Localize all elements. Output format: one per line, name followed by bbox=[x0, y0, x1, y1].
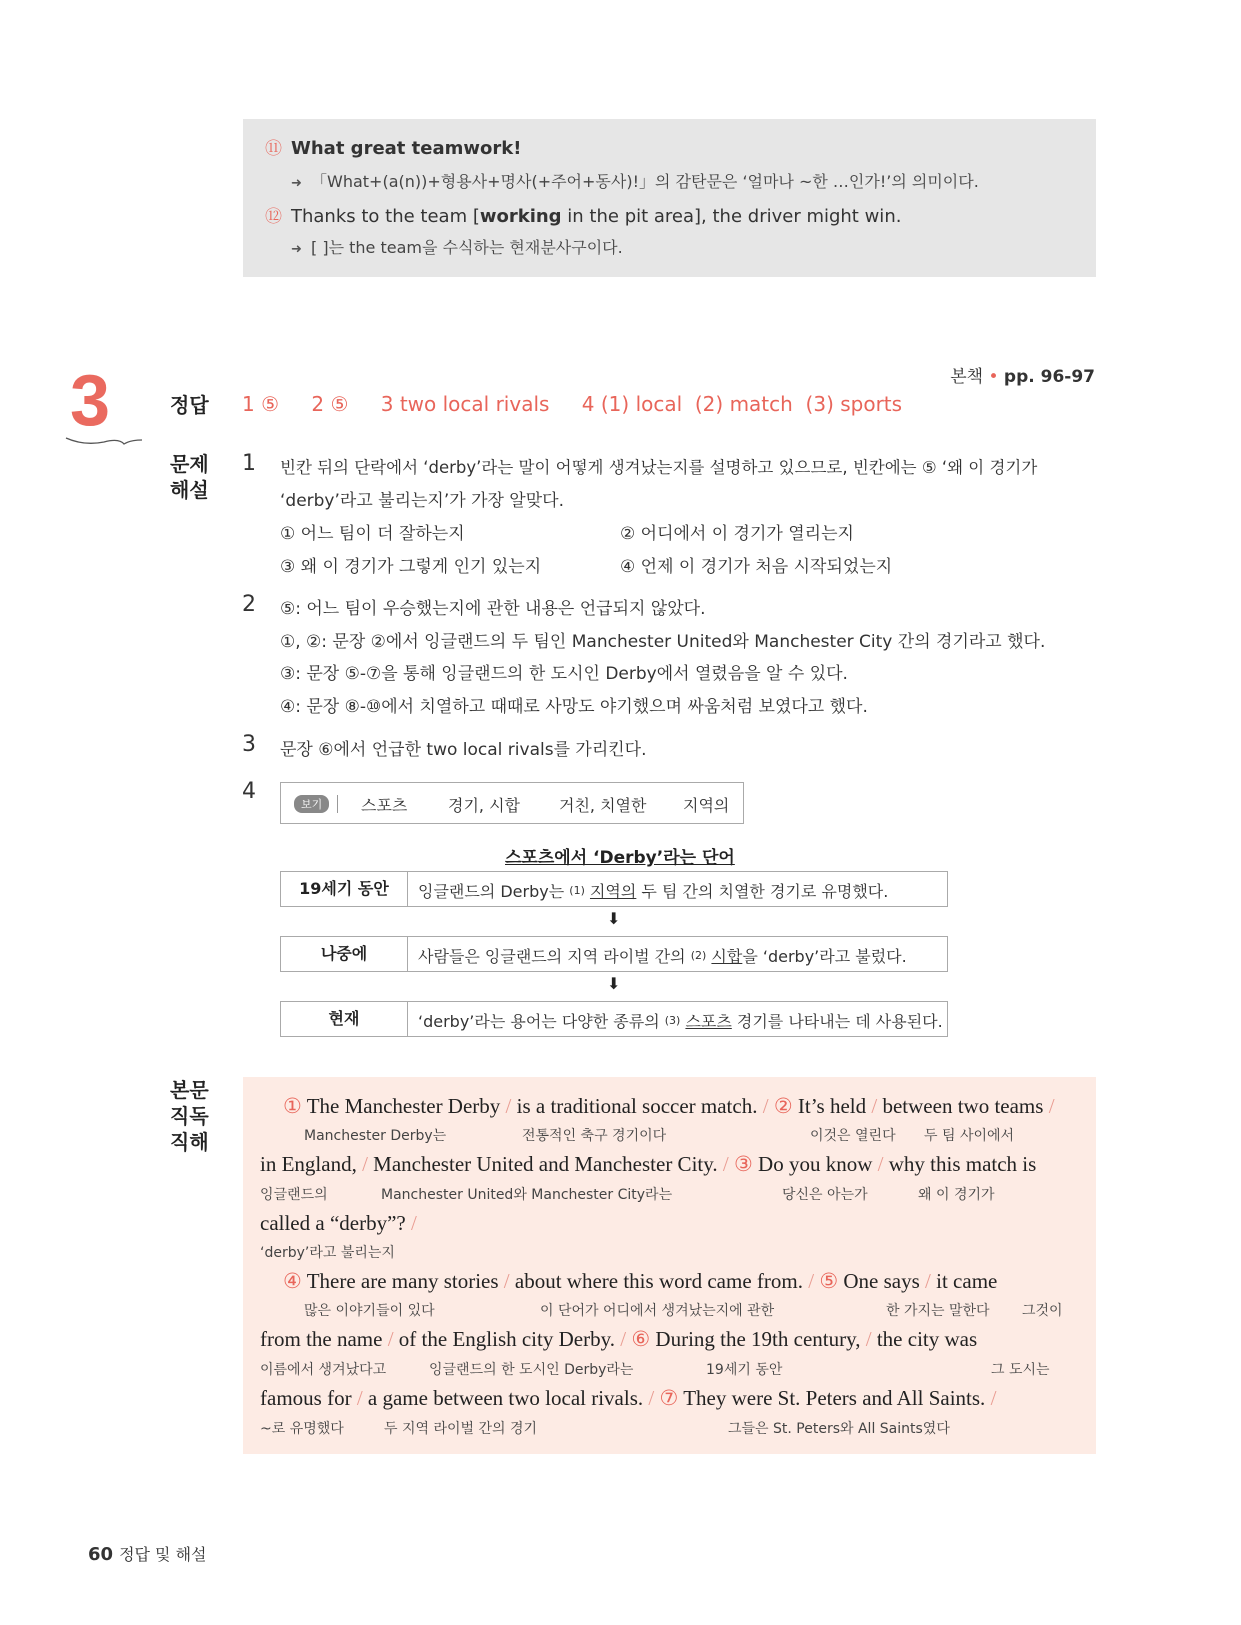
slash: / bbox=[925, 1269, 931, 1293]
flow-row-label: 현재 bbox=[281, 1002, 408, 1036]
chunk: called a “derby”? bbox=[260, 1211, 406, 1235]
translation: 이름에서 생겨났다고 bbox=[260, 1362, 387, 1378]
note-row-12 bbox=[265, 202, 901, 227]
question-number-2: 2 bbox=[242, 592, 256, 617]
sentence-number: ③ bbox=[733, 1152, 753, 1176]
slash: / bbox=[505, 1094, 512, 1118]
q1-option-2: ② 어디에서 이 경기가 열리는지 bbox=[620, 524, 854, 544]
slash: / bbox=[356, 1386, 363, 1410]
chunk: of the English city Derby. bbox=[398, 1327, 615, 1351]
flow-row-text bbox=[418, 879, 888, 902]
chunk: about where this word came from. bbox=[514, 1269, 803, 1293]
section-number: 3 bbox=[70, 361, 111, 441]
chunk: They were St. Peters and All Saints. bbox=[683, 1386, 986, 1410]
chunk: it came bbox=[936, 1269, 998, 1293]
down-arrow-icon: ⬇ bbox=[607, 974, 621, 993]
page-reference bbox=[950, 362, 1095, 387]
slash: / bbox=[865, 1327, 872, 1351]
blank-marker: (2) bbox=[690, 949, 707, 962]
blank-answer: 스포츠 bbox=[685, 1012, 732, 1031]
q2-line2: ①, ②: 문장 ②에서 잉글랜드의 두 팀인 Manchester United와 Manchester City 간의 경기라고 했다. bbox=[280, 632, 1046, 652]
answer-2: 2 ⑤ bbox=[311, 392, 349, 416]
chunk: The Manchester Derby bbox=[306, 1094, 501, 1118]
translation: 많은 이야기들이 있다 bbox=[304, 1303, 435, 1319]
blank-answer: 지역의 bbox=[589, 882, 637, 901]
translation: 이 단어가 어디에서 생겨났는지에 관한 bbox=[540, 1303, 775, 1319]
slash: / bbox=[503, 1269, 510, 1293]
blank-marker: (1) bbox=[569, 884, 585, 897]
slash: / bbox=[871, 1094, 878, 1118]
sentence-text-part: in the pit area], the driver might win. bbox=[561, 206, 902, 227]
explain-label-line2: 해설 bbox=[170, 478, 209, 502]
q2-line3: ③: 문장 ⑤-⑦을 통해 잉글랜드의 한 도시인 Derby에서 열렸음을 알 수 있다. bbox=[280, 664, 848, 684]
chunk: in England, bbox=[260, 1152, 357, 1176]
reading-line-1 bbox=[283, 1094, 1055, 1119]
flow-row-label: 나중에 bbox=[281, 937, 408, 971]
q3-line1: 문장 ⑥에서 언급한 two local rivals를 가리킨다. bbox=[280, 740, 647, 760]
flow-text-post: 두 팀 간의 치열한 경기로 유명했다. bbox=[636, 882, 889, 901]
answer-4: 4 (1) local (2) match (3) sports bbox=[581, 392, 903, 416]
sentence-number: ⑥ bbox=[631, 1327, 651, 1351]
translation: Manchester Derby는 bbox=[304, 1128, 447, 1144]
q1-option-4: ④ 언제 이 경기가 처음 시작되었는지 bbox=[620, 557, 893, 577]
slash: / bbox=[648, 1386, 655, 1410]
note-row-12-explain bbox=[265, 235, 623, 258]
flow-text-post: 경기를 나타내는 데 사용된다. bbox=[731, 1012, 943, 1031]
word-bank-item: 스포츠 bbox=[361, 796, 408, 815]
translation: 19세기 동안 bbox=[706, 1362, 783, 1378]
answer-label: 정답 bbox=[170, 393, 209, 417]
reading-line-6 bbox=[260, 1386, 996, 1411]
translation: 두 팀 사이에서 bbox=[924, 1128, 1015, 1144]
translation: 왜 이 경기가 bbox=[918, 1187, 995, 1203]
page-ref-pages: pp. 96-97 bbox=[1003, 367, 1095, 387]
translation: 잉글랜드의 bbox=[260, 1187, 328, 1203]
translation: 이것은 열린다 bbox=[810, 1128, 896, 1144]
down-arrow-icon: ⬇ bbox=[607, 909, 621, 928]
sentence-number: ⑤ bbox=[819, 1269, 839, 1293]
q2-line1: ⑤: 어느 팀이 우승했는지에 관한 내용은 언급되지 않았다. bbox=[280, 599, 706, 619]
chunk: a game between two local rivals. bbox=[367, 1386, 644, 1410]
grammar-note-box bbox=[243, 119, 1096, 277]
slash: / bbox=[620, 1327, 627, 1351]
slash: / bbox=[1048, 1094, 1055, 1118]
flow-title: 스포츠에서 ‘Derby’라는 단어 bbox=[505, 848, 735, 868]
translation: 그들은 St. Peters와 All Saints였다 bbox=[728, 1421, 950, 1437]
translation: ~로 유명했다 bbox=[260, 1421, 344, 1437]
sentence-number: ⑫ bbox=[265, 207, 282, 227]
sentence-number: ② bbox=[773, 1094, 793, 1118]
note-text: [ ]는 the team을 수식하는 현재분사구이다. bbox=[311, 238, 623, 257]
chunk: the city was bbox=[876, 1327, 978, 1351]
chunk: Manchester United and Manchester City. bbox=[373, 1152, 718, 1176]
flow-row-1 bbox=[280, 871, 948, 907]
word-bank-box bbox=[280, 782, 744, 824]
chunk: It’s held bbox=[797, 1094, 867, 1118]
section-underline-decoration bbox=[64, 432, 144, 452]
chunk: There are many stories bbox=[306, 1269, 499, 1293]
q1-option-3: ③ 왜 이 경기가 그렇게 인기 있는지 bbox=[280, 557, 542, 577]
slash: / bbox=[990, 1386, 997, 1410]
flow-text-post: 을 ‘derby’라고 불렀다. bbox=[742, 947, 907, 966]
flow-row-text bbox=[418, 944, 907, 967]
translation: 그 도시는 bbox=[991, 1362, 1050, 1378]
blank-answer: 시합 bbox=[711, 947, 743, 966]
page-ref-dot: • bbox=[988, 367, 999, 387]
chunk: between two teams bbox=[882, 1094, 1044, 1118]
reading-label-3: 직해 bbox=[170, 1130, 209, 1154]
q1-line2: ‘derby’라고 불리는지’가 가장 알맞다. bbox=[280, 491, 564, 511]
slash: / bbox=[722, 1152, 729, 1176]
sentence-text-bold: working bbox=[479, 206, 562, 227]
slash: / bbox=[762, 1094, 769, 1118]
chunk: One says bbox=[843, 1269, 920, 1293]
question-number-3: 3 bbox=[242, 732, 256, 757]
sentence-number: ⑪ bbox=[265, 139, 282, 159]
reading-line-2 bbox=[260, 1152, 1036, 1177]
reading-line-4 bbox=[283, 1269, 997, 1294]
word-bank-item: 거친, 치열한 bbox=[559, 796, 647, 815]
footer-label: 정답 및 해설 bbox=[119, 1545, 207, 1564]
translation: ‘derby’라고 불리는지 bbox=[260, 1245, 395, 1261]
answer-1: 1 ⑤ bbox=[242, 392, 280, 416]
flow-text-pre: ‘derby’라는 용어는 다양한 종류의 bbox=[418, 1012, 665, 1031]
translation: 당신은 아는가 bbox=[782, 1187, 868, 1203]
q1-line1: 빈칸 뒤의 단락에서 ‘derby’라는 말이 어떻게 생겨났는지를 설명하고 있으므로, 빈칸에는 ⑤ ‘왜 이 경기가 bbox=[280, 458, 1038, 477]
blank-marker: (3) bbox=[664, 1014, 681, 1027]
page-ref-prefix: 본책 bbox=[950, 367, 984, 387]
q1-option-1: ① 어느 팀이 더 잘하는지 bbox=[280, 524, 465, 544]
translation: Manchester United와 Manchester City라는 bbox=[381, 1187, 673, 1203]
note-row-11-explain bbox=[265, 169, 979, 192]
word-bank-item: 경기, 시합 bbox=[448, 796, 520, 815]
reading-label-2: 직독 bbox=[170, 1104, 209, 1128]
reading-line-3 bbox=[260, 1211, 417, 1236]
reading-label-1: 본문 bbox=[170, 1078, 209, 1102]
answer-list bbox=[242, 392, 928, 416]
translation: 그것이 bbox=[1022, 1303, 1063, 1319]
flow-row-text bbox=[418, 1009, 943, 1032]
arrow-right-icon: ➜ bbox=[291, 176, 302, 191]
sentence-number: ④ bbox=[283, 1269, 302, 1293]
slash: / bbox=[877, 1152, 884, 1176]
reading-line-5 bbox=[260, 1327, 977, 1352]
flow-row-2 bbox=[280, 936, 948, 972]
flow-row-3 bbox=[280, 1001, 948, 1037]
chunk: Do you know bbox=[758, 1152, 873, 1176]
flow-row-label: 19세기 동안 bbox=[281, 872, 408, 906]
note-text: 「What+(a(n))+형용사+명사(+주어+동사)!」의 감탄문은 ‘얼마나 ~한 …인가!’의 의미이다. bbox=[311, 172, 979, 191]
sentence-number: ⑦ bbox=[659, 1386, 679, 1410]
slash: / bbox=[362, 1152, 368, 1176]
flow-text-pre: 사람들은 잉글랜드의 지역 라이벌 간의 bbox=[418, 947, 691, 966]
question-number-1: 1 bbox=[242, 451, 256, 476]
word-bank-divider bbox=[337, 795, 338, 813]
sentence-text: What great teamwork! bbox=[291, 138, 522, 159]
q2-line4: ④: 문장 ⑧-⑩에서 치열하고 때때로 사망도 야기했으며 싸움처럼 보였다고 했다. bbox=[280, 697, 868, 717]
page-footer bbox=[88, 1542, 207, 1565]
sentence-text-part: Thanks to the team [ bbox=[291, 206, 480, 227]
answer-3: 3 two local rivals bbox=[380, 392, 550, 416]
chunk: from the name bbox=[260, 1327, 383, 1351]
slash: / bbox=[387, 1327, 394, 1351]
flow-text-pre: 잉글랜드의 Derby는 bbox=[418, 882, 570, 901]
translation: 잉글랜드의 한 도시인 Derby라는 bbox=[429, 1362, 634, 1378]
translation: 한 가지는 말한다 bbox=[886, 1303, 990, 1319]
arrow-right-icon: ➜ bbox=[291, 242, 302, 257]
note-row-11 bbox=[265, 134, 521, 159]
slash: / bbox=[410, 1211, 417, 1235]
chunk: During the 19th century, bbox=[655, 1327, 861, 1351]
word-bank-tag: 보기 bbox=[294, 795, 329, 813]
question-number-4: 4 bbox=[242, 779, 256, 804]
word-bank-item: 지역의 bbox=[683, 796, 730, 815]
chunk: why this match is bbox=[888, 1152, 1037, 1176]
translation: 전통적인 축구 경기이다 bbox=[522, 1128, 667, 1144]
slash: / bbox=[808, 1269, 815, 1293]
sentence-number: ① bbox=[283, 1094, 302, 1118]
page-number: 60 bbox=[88, 1544, 114, 1565]
chunk: is a traditional soccer match. bbox=[516, 1094, 758, 1118]
chunk: famous for bbox=[260, 1386, 352, 1410]
explain-label-line1: 문제 bbox=[170, 452, 209, 476]
translation: 두 지역 라이벌 간의 경기 bbox=[384, 1421, 538, 1437]
